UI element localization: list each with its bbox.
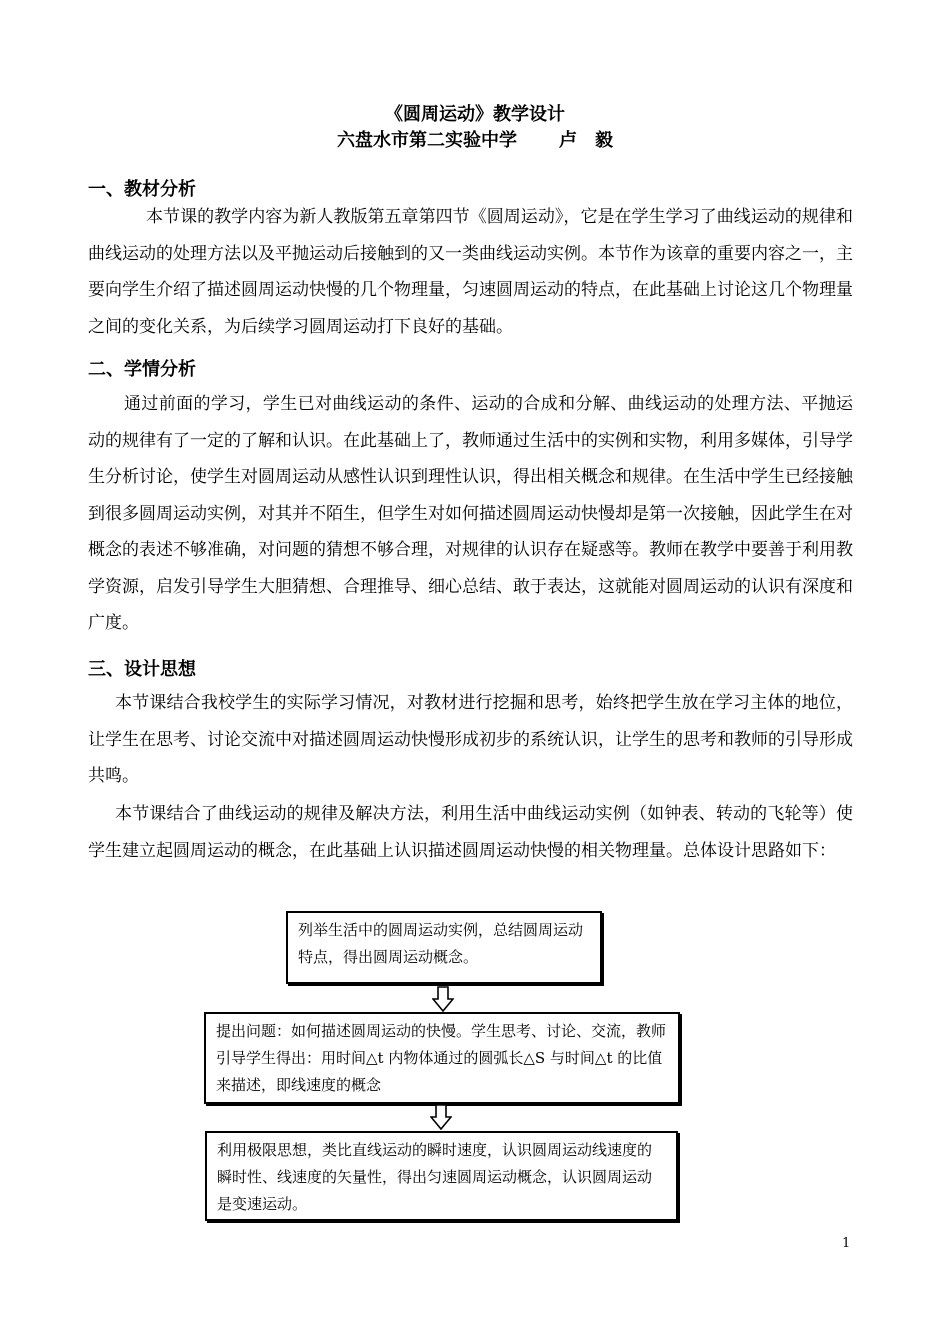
section-heading-student-analysis: 二、学情分析 — [88, 359, 196, 380]
section-heading-textbook-analysis: 一、教材分析 — [88, 179, 196, 200]
paragraph-design-idea-2: 本节课结合了曲线运动的规律及解决方法，利用生活中曲线运动实例（如钟表、转动的飞轮等）使学生建立起圆周运动的概念，在此基础上认识描述圆周运动快慢的相关物理量。总体设计思路如下： — [88, 804, 853, 861]
flowchart-step-3: 利用极限思想，类比直线运动的瞬时速度，认识圆周运动线速度的瞬时性、线速度的矢量性，得出匀速圆周运动概念，认识圆周运动是变速运动。 — [205, 1131, 678, 1221]
author-surname: 卢 — [559, 130, 577, 151]
down-arrow-icon — [432, 986, 454, 1012]
author-line — [0, 126, 950, 152]
down-arrow-icon — [430, 1104, 452, 1130]
paragraph-student-analysis: 通过前面的学习，学生已对曲线运动的条件、运动的合成和分解、曲线运动的处理方法、平抛运动的规律有了一定的了解和认识。在此基础上了，教师通过生活中的实例和实物，利用多媒体，引导学生分析讨论，使学生对圆周运动从感性认识到理性认识，得出相关概念和规律。在生活中学生已经接触到很多圆周运动实例，对其并不陌生，但学生对如何描述圆周运动快慢却是第一次接触，因此学生在对概念的表述不够准确，对问题的猜想不够合理，对规律的认识存在疑惑等。教师在教学中要善于利用教学资源，启发引导学生大胆猜想、合理推导、细心总结、敢于表达，这就能对圆周运动的认识有深度和广度。 — [88, 394, 853, 633]
section-heading-design-idea: 三、设计思想 — [88, 659, 196, 680]
paragraph-textbook-analysis: 本节课的教学内容为新人教版第五章第四节《圆周运动》，它是在学生学习了曲线运动的规律和曲线运动的处理方法以及平抛运动后接触到的又一类曲线运动实例。本节作为该章的重要内容之一，主要向学生介绍了描述圆周运动快慢的几个物理量，匀速圆周运动的特点，在此基础上讨论这几个物理量之间的变化关系，为后续学习圆周运动打下良好的基础。 — [88, 207, 853, 337]
document-title: 《圆周运动》教学设计 — [385, 104, 565, 125]
school-name: 六盘水市第二实验中学 — [337, 130, 517, 151]
author-given-name: 毅 — [595, 130, 613, 151]
flowchart-step-1: 列举生活中的圆周运动实例，总结圆周运动特点，得出圆周运动概念。 — [286, 911, 602, 984]
paragraph-design-idea-1: 本节课结合我校学生的实际学习情况，对教材进行挖掘和思考，始终把学生放在学习主体的地位，让学生在思考、讨论交流中对描述圆周运动快慢形成初步的系统认识，让学生的思考和教师的引导形成共鸣。 — [88, 693, 853, 786]
page-number: 1 — [842, 1236, 851, 1251]
flowchart-step-2: 提出问题：如何描述圆周运动的快慢。学生思考、讨论、交流，教师引导学生得出：用时间△t 内物体通过的圆弧长△S 与时间△t 的比值来描述，即线速度的概念 — [204, 1012, 680, 1104]
